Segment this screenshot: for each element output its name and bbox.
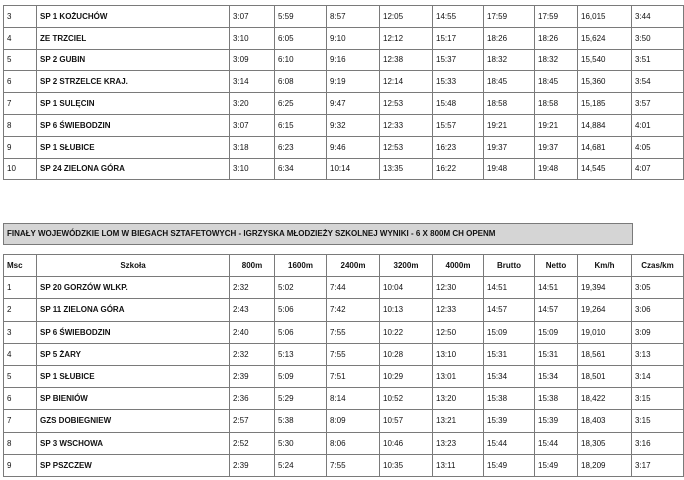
cell-netto: 15:39 (535, 410, 578, 432)
cell-4000m: 13:11 (433, 454, 484, 476)
cell-msc: 8 (4, 432, 37, 454)
cell-brutto: 19:37 (484, 136, 535, 158)
cell-3200m: 12:05 (380, 6, 433, 28)
cell-800m: 3:10 (230, 158, 275, 180)
cell-2400m: 7:55 (327, 454, 380, 476)
cell-msc: 6 (4, 71, 37, 93)
cell-czas-km: 4:07 (632, 158, 684, 180)
cell-800m: 2:36 (230, 388, 275, 410)
cell-2400m: 9:46 (327, 136, 380, 158)
table-row (4, 432, 684, 454)
cell-brutto: 18:32 (484, 49, 535, 71)
table-row (4, 49, 684, 71)
cell-msc: 6 (4, 388, 37, 410)
cell-czas-km: 3:09 (632, 321, 684, 343)
table-row (4, 277, 684, 299)
table-row (4, 321, 684, 343)
cell-2400m: 8:14 (327, 388, 380, 410)
cell-netto: 19:37 (535, 136, 578, 158)
cell-brutto: 14:57 (484, 299, 535, 321)
table-row (4, 136, 684, 158)
cell-800m: 2:52 (230, 432, 275, 454)
cell-czas-km: 3:44 (632, 6, 684, 28)
cell-brutto: 17:59 (484, 6, 535, 28)
cell-2400m: 8:09 (327, 410, 380, 432)
cell-msc: 5 (4, 49, 37, 71)
cell-czas-km: 3:13 (632, 343, 684, 365)
header-2400m: 2400m (327, 255, 380, 277)
cell-2400m: 9:16 (327, 49, 380, 71)
cell-3200m: 12:12 (380, 27, 433, 49)
section-title: FINAŁY WOJEWÓDZKIE LOM W BIEGACH SZTAFETOWYCH - IGRZYSKA MŁODZIEŻY SZKOLNEJ WYNIKI - 6 X 800M CH OPENM (3, 223, 633, 245)
cell-brutto: 15:09 (484, 321, 535, 343)
cell-kmh: 18,305 (578, 432, 632, 454)
cell-kmh: 18,501 (578, 365, 632, 387)
cell-1600m: 5:06 (275, 321, 327, 343)
cell-czas-km: 4:05 (632, 136, 684, 158)
header-4000m: 4000m (433, 255, 484, 277)
cell-netto: 18:26 (535, 27, 578, 49)
cell-1600m: 5:59 (275, 6, 327, 28)
cell-school: SP 1 SULĘCIN (37, 93, 230, 115)
cell-msc: 1 (4, 277, 37, 299)
cell-3200m: 10:29 (380, 365, 433, 387)
cell-school: GZS DOBIEGNIEW (37, 410, 230, 432)
cell-4000m: 15:17 (433, 27, 484, 49)
cell-netto: 14:51 (535, 277, 578, 299)
cell-800m: 3:09 (230, 49, 275, 71)
cell-800m: 3:14 (230, 71, 275, 93)
cell-800m: 2:32 (230, 277, 275, 299)
table-row (4, 343, 684, 365)
results-table-top (3, 5, 684, 180)
table-row (4, 388, 684, 410)
cell-kmh: 19,394 (578, 277, 632, 299)
cell-netto: 18:32 (535, 49, 578, 71)
cell-msc: 2 (4, 299, 37, 321)
cell-4000m: 12:30 (433, 277, 484, 299)
cell-school: ZE TRZCIEL (37, 27, 230, 49)
table-header-row (4, 255, 684, 277)
table-row (4, 71, 684, 93)
cell-2400m: 9:10 (327, 27, 380, 49)
cell-msc: 7 (4, 93, 37, 115)
cell-czas-km: 3:51 (632, 49, 684, 71)
cell-3200m: 10:52 (380, 388, 433, 410)
cell-1600m: 5:24 (275, 454, 327, 476)
cell-school: SP 1 KOŻUCHÓW (37, 6, 230, 28)
cell-3200m: 10:35 (380, 454, 433, 476)
cell-3200m: 10:13 (380, 299, 433, 321)
cell-brutto: 15:39 (484, 410, 535, 432)
cell-3200m: 10:04 (380, 277, 433, 299)
cell-brutto: 15:31 (484, 343, 535, 365)
table-row (4, 454, 684, 476)
cell-school: SP 1 SŁUBICE (37, 136, 230, 158)
cell-800m: 3:07 (230, 114, 275, 136)
cell-netto: 17:59 (535, 6, 578, 28)
cell-3200m: 12:14 (380, 71, 433, 93)
cell-1600m: 6:34 (275, 158, 327, 180)
cell-800m: 2:39 (230, 454, 275, 476)
cell-4000m: 13:20 (433, 388, 484, 410)
cell-kmh: 15,540 (578, 49, 632, 71)
cell-1600m: 6:25 (275, 93, 327, 115)
cell-1600m: 5:09 (275, 365, 327, 387)
cell-800m: 2:39 (230, 365, 275, 387)
cell-kmh: 14,545 (578, 158, 632, 180)
header-msc: Msc (4, 255, 37, 277)
cell-800m: 2:43 (230, 299, 275, 321)
cell-czas-km: 3:15 (632, 410, 684, 432)
cell-1600m: 6:10 (275, 49, 327, 71)
table-row (4, 93, 684, 115)
cell-netto: 19:21 (535, 114, 578, 136)
cell-2400m: 7:42 (327, 299, 380, 321)
cell-brutto: 14:51 (484, 277, 535, 299)
header-1600m: 1600m (275, 255, 327, 277)
cell-school: SP BIENIÓW (37, 388, 230, 410)
cell-netto: 18:45 (535, 71, 578, 93)
cell-netto: 18:58 (535, 93, 578, 115)
cell-2400m: 7:51 (327, 365, 380, 387)
cell-4000m: 13:01 (433, 365, 484, 387)
cell-1600m: 6:15 (275, 114, 327, 136)
cell-netto: 14:57 (535, 299, 578, 321)
cell-czas-km: 3:05 (632, 277, 684, 299)
cell-brutto: 19:48 (484, 158, 535, 180)
cell-1600m: 5:29 (275, 388, 327, 410)
cell-msc: 5 (4, 365, 37, 387)
cell-4000m: 15:37 (433, 49, 484, 71)
cell-2400m: 10:14 (327, 158, 380, 180)
cell-1600m: 6:05 (275, 27, 327, 49)
cell-1600m: 6:23 (275, 136, 327, 158)
cell-school: SP PSZCZEW (37, 454, 230, 476)
cell-4000m: 16:23 (433, 136, 484, 158)
cell-800m: 3:18 (230, 136, 275, 158)
cell-4000m: 12:50 (433, 321, 484, 343)
cell-2400m: 8:06 (327, 432, 380, 454)
cell-4000m: 12:33 (433, 299, 484, 321)
cell-brutto: 15:34 (484, 365, 535, 387)
cell-czas-km: 3:15 (632, 388, 684, 410)
cell-brutto: 19:21 (484, 114, 535, 136)
cell-czas-km: 3:17 (632, 454, 684, 476)
cell-school: SP 2 STRZELCE KRAJ. (37, 71, 230, 93)
header-czas-km: Czas/km (632, 255, 684, 277)
cell-3200m: 12:33 (380, 114, 433, 136)
cell-4000m: 13:21 (433, 410, 484, 432)
cell-3200m: 12:38 (380, 49, 433, 71)
cell-2400m: 7:55 (327, 321, 380, 343)
cell-brutto: 15:49 (484, 454, 535, 476)
cell-kmh: 18,561 (578, 343, 632, 365)
cell-800m: 2:40 (230, 321, 275, 343)
cell-1600m: 5:30 (275, 432, 327, 454)
table-row (4, 158, 684, 180)
cell-1600m: 5:02 (275, 277, 327, 299)
cell-4000m: 15:48 (433, 93, 484, 115)
cell-netto: 15:09 (535, 321, 578, 343)
cell-netto: 19:48 (535, 158, 578, 180)
header-kmh: Km/h (578, 255, 632, 277)
cell-4000m: 13:23 (433, 432, 484, 454)
cell-3200m: 12:53 (380, 136, 433, 158)
cell-1600m: 5:38 (275, 410, 327, 432)
cell-msc: 9 (4, 136, 37, 158)
cell-msc: 7 (4, 410, 37, 432)
cell-school: SP 1 SŁUBICE (37, 365, 230, 387)
cell-1600m: 6:08 (275, 71, 327, 93)
cell-netto: 15:49 (535, 454, 578, 476)
cell-msc: 10 (4, 158, 37, 180)
cell-kmh: 16,015 (578, 6, 632, 28)
cell-school: SP 11 ZIELONA GÓRA (37, 299, 230, 321)
cell-3200m: 10:57 (380, 410, 433, 432)
cell-netto: 15:31 (535, 343, 578, 365)
cell-brutto: 18:26 (484, 27, 535, 49)
cell-800m: 3:07 (230, 6, 275, 28)
cell-msc: 3 (4, 321, 37, 343)
cell-netto: 15:44 (535, 432, 578, 454)
cell-3200m: 10:28 (380, 343, 433, 365)
cell-msc: 4 (4, 27, 37, 49)
cell-brutto: 18:58 (484, 93, 535, 115)
cell-kmh: 14,681 (578, 136, 632, 158)
table-row (4, 299, 684, 321)
cell-school: SP 6 ŚWIEBODZIN (37, 321, 230, 343)
cell-1600m: 5:06 (275, 299, 327, 321)
cell-3200m: 10:22 (380, 321, 433, 343)
cell-kmh: 18,403 (578, 410, 632, 432)
cell-kmh: 14,884 (578, 114, 632, 136)
table-row (4, 410, 684, 432)
cell-800m: 3:10 (230, 27, 275, 49)
table-row (4, 6, 684, 28)
header-school: Szkoła (37, 255, 230, 277)
cell-school: SP 3 WSCHOWA (37, 432, 230, 454)
cell-brutto: 15:38 (484, 388, 535, 410)
cell-2400m: 8:57 (327, 6, 380, 28)
cell-kmh: 19,010 (578, 321, 632, 343)
table-row (4, 365, 684, 387)
cell-czas-km: 4:01 (632, 114, 684, 136)
cell-msc: 8 (4, 114, 37, 136)
cell-school: SP 6 ŚWIEBODZIN (37, 114, 230, 136)
cell-3200m: 13:35 (380, 158, 433, 180)
cell-brutto: 18:45 (484, 71, 535, 93)
cell-1600m: 5:13 (275, 343, 327, 365)
cell-kmh: 15,360 (578, 71, 632, 93)
cell-4000m: 15:57 (433, 114, 484, 136)
cell-800m: 3:20 (230, 93, 275, 115)
cell-800m: 2:32 (230, 343, 275, 365)
table-row (4, 114, 684, 136)
cell-4000m: 14:55 (433, 6, 484, 28)
cell-2400m: 9:32 (327, 114, 380, 136)
cell-kmh: 18,422 (578, 388, 632, 410)
results-table-finals (3, 254, 684, 477)
cell-4000m: 15:33 (433, 71, 484, 93)
table-row (4, 27, 684, 49)
cell-school: SP 5 ŻARY (37, 343, 230, 365)
cell-kmh: 15,624 (578, 27, 632, 49)
cell-czas-km: 3:14 (632, 365, 684, 387)
cell-brutto: 15:44 (484, 432, 535, 454)
cell-2400m: 7:44 (327, 277, 380, 299)
cell-czas-km: 3:50 (632, 27, 684, 49)
cell-4000m: 16:22 (433, 158, 484, 180)
cell-2400m: 9:47 (327, 93, 380, 115)
cell-800m: 2:57 (230, 410, 275, 432)
cell-czas-km: 3:57 (632, 93, 684, 115)
cell-kmh: 18,209 (578, 454, 632, 476)
cell-2400m: 9:19 (327, 71, 380, 93)
cell-school: SP 24 ZIELONA GÓRA (37, 158, 230, 180)
cell-kmh: 19,264 (578, 299, 632, 321)
cell-czas-km: 3:06 (632, 299, 684, 321)
cell-3200m: 10:46 (380, 432, 433, 454)
header-3200m: 3200m (380, 255, 433, 277)
header-800m: 800m (230, 255, 275, 277)
cell-4000m: 13:10 (433, 343, 484, 365)
header-netto: Netto (535, 255, 578, 277)
cell-3200m: 12:53 (380, 93, 433, 115)
cell-school: SP 2 GUBIN (37, 49, 230, 71)
cell-msc: 4 (4, 343, 37, 365)
cell-school: SP 20 GORZÓW WLKP. (37, 277, 230, 299)
header-brutto: Brutto (484, 255, 535, 277)
cell-netto: 15:34 (535, 365, 578, 387)
cell-czas-km: 3:16 (632, 432, 684, 454)
cell-msc: 3 (4, 6, 37, 28)
cell-2400m: 7:55 (327, 343, 380, 365)
cell-kmh: 15,185 (578, 93, 632, 115)
cell-msc: 9 (4, 454, 37, 476)
cell-netto: 15:38 (535, 388, 578, 410)
cell-czas-km: 3:54 (632, 71, 684, 93)
